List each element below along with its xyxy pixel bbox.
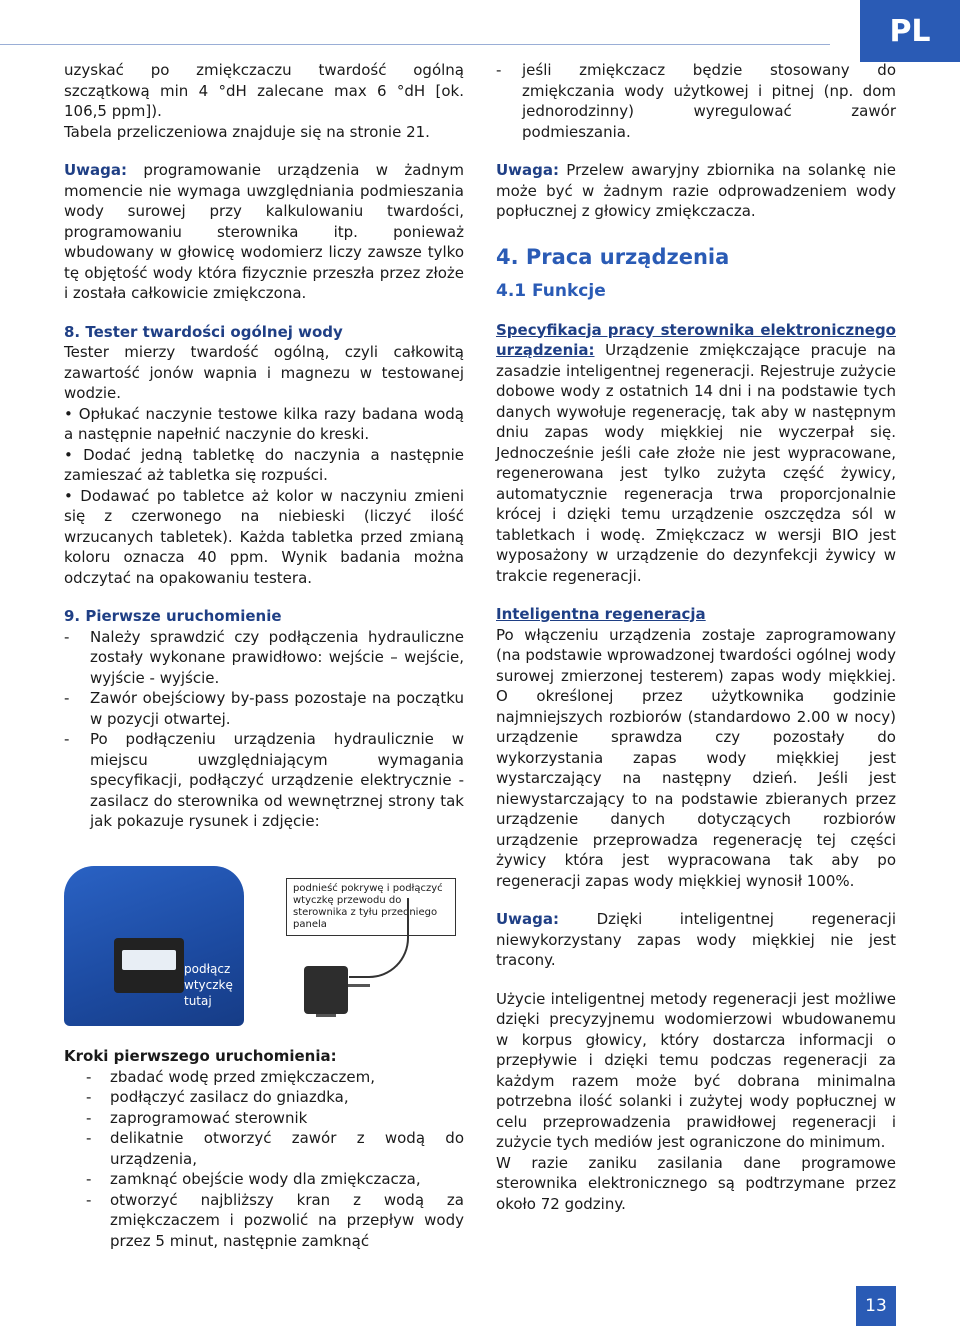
note-label: Uwaga: <box>496 910 560 928</box>
list-item: - otworzyć najbliższy kran z wodą za zmiękczaczem i pozwolić na przepływ wody przez 5 minut, następnie zamknąć <box>64 1190 464 1252</box>
list-item: - Zawór obejściowy by-pass pozostaje na początku w pozycji otwartej. <box>64 688 464 729</box>
continued-list <box>496 60 896 142</box>
paragraph-hardness: uzyskać po zmiękczaczu twardość ogólną szczątkową min 4 °dH zalecane max 6 °dH [ok. 106,5 ppm]). <box>64 61 464 120</box>
steps-title: Kroki pierwszego uruchomienia: <box>64 1047 337 1065</box>
intelligent-regeneration-text: Po włączeniu urządzenia zostaje zaprogramowany (na podstawie wprowadzonej twardości ogólnej wody surowej zmierzonej testerem) zapas wody miękkiej. O określonej przez użytkownika godzinie najmniejszych rozbiorów (standardowo 2.00 w nocy) urządzenie sprawdza czy pozostały do wykorzystania zapas wody miękkiej jest wystarczający na następny dzień. Jeśli jest niewystarczający to na podstawie zbieranych przez urządzenie danych dotyczących rozbiorów urządzenie przeprowadza regenerację tej części żywicy która jest wypracowana tak aby po regeneracji zapas wody miękkiej wynosił 100%. <box>496 625 896 890</box>
steps-list <box>64 1067 464 1252</box>
section-4-title: 4. Praca urządzenia <box>496 244 730 269</box>
controller-display <box>114 938 184 993</box>
intelligent-regeneration-title: Inteligentna regeneracja <box>496 605 706 623</box>
list-item: - Po podłączeniu urządzenia hydraulicznie w miejscu uwzględniającym wymagania specyfikacji, podłączyć urządzenie elektrycznie - zasilacz do sterownika od wewnętrznej strony tak jak pokazuje rysunek i zdjęcie: <box>64 729 464 832</box>
header-rule <box>0 44 830 45</box>
note-label: Uwaga: <box>496 161 560 179</box>
paragraph-table-ref: Tabela przeliczeniowa znajduje się na stronie 21. <box>64 122 430 141</box>
page-number: 13 <box>856 1286 896 1326</box>
note-label: Uwaga: <box>64 161 128 179</box>
section-9-list <box>64 627 464 832</box>
section-8-intro: Tester mierzy twardość ogólną, czyli całkowitą zawartość jonów wapnia i magnezu w testowanej wodzie. <box>64 343 464 402</box>
list-item: - zaprogramować sterownik <box>64 1108 464 1129</box>
section-9-title: 9. Pierwsze uruchomienie <box>64 607 282 625</box>
plug-label: podłącz wtyczkę tutaj <box>184 962 233 1008</box>
paragraph-method: Użycie inteligentnej metody regeneracji jest możliwe dzięki precyzyjnemu wodomierzowi wbudowanemu w korpus głowicy, który dostarcza informacji o przepływie i dzięki temu podczas regeneracji za każdym razem może być dobrana minimalna potrzebna ilość solanki i zużytej wody popłucznej w celu przeprowadzenia prawidłowej regeneracji i zużycie tych mediów jest ograniczone do minimum. <box>496 989 896 1151</box>
controller-spec <box>496 320 896 587</box>
note-programming <box>64 160 464 304</box>
section-8-bullet-3: • Dodawać po tabletce aż kolor w naczyniu zmieni się z czerwonego na niebieski (liczyć ilość wrzucanych tabletek). Każda tabletka przed zmianą koloru oznacza 40 ppm. Wynik badania można odczytać na opakowaniu testera. <box>64 486 464 587</box>
list-item: - zamknąć obejście wody dla zmiękczacza, <box>64 1169 464 1190</box>
note-text: Dzięki inteligentnej regeneracji niewykorzystany zapas wody miękkiej nie jest tracony. <box>496 910 896 969</box>
section-8-title: 8. Tester twardości ogólnej wody <box>64 322 343 341</box>
spec-text: Urządzenie zmiękczające pracuje na zasadzie inteligentnej regeneracji. Rejestruje zużycie dobowe wody z ostatnich 14 dni i na podstawie tych danych wywołuje regenerację, tak aby w następnym dniu zapas wody miękkiej nie wyczerpał się. Jednocześnie jeśli całe złoże nie jest wypracowane, regenerowana jest tylko zużyta część żywicy, automatycznie regeneracja trwa proporcjonalnie krócej i dzięki temu urządzenie oszczędza sól w tabletkach i wodę. Zmiękczacz w wersji BIO jest wyposażony w urządzenie do dezynfekcji żywicy w trakcie regeneracji. <box>496 341 896 585</box>
note-text: Przelew awaryjny zbiornika na solankę nie może być w żadnym razie odprowadzeniem wody popłucznej z głowicy zmiękczacza. <box>496 161 896 220</box>
brand-logo: BWT <box>134 1034 157 1044</box>
section-8-bullet-1: • Opłukać naczynie testowe kilka razy badana wodą a następnie napełnić naczynie do kreski. <box>64 404 464 443</box>
note-text: programowanie urządzenia w żadnym momencie nie wymaga uwzględniania podmieszania wody surowej przy kalkulowaniu twardości, programowaniu sterownika itp. ponieważ wbudowany w głowicę wodomierz liczy zawsze tylko tę objętość wody która fizycznie przeszła przez złoże i została całkowicie zmiękczona. <box>64 161 464 302</box>
connection-figure <box>64 838 464 1044</box>
power-adapter-image <box>304 966 348 1014</box>
note-regeneration <box>496 909 896 971</box>
section-4-1-title: 4.1 Funkcje <box>496 280 606 301</box>
paragraph-power-loss: W razie zaniku zasilania dane programowe sterownika elektronicznego są podtrzymane przez około 72 godziny. <box>496 1153 896 1213</box>
figure-callout: podnieść pokrywę i podłączyć wtyczkę przewodu do sterownika z tyłu przedniego panela <box>286 878 456 936</box>
list-item: - zbadać wodę przed zmiękczaczem, <box>64 1067 464 1088</box>
list-item: - Należy sprawdzić czy podłączenia hydrauliczne zostały wykonane prawidłowo: wejście – wejście, wyjście - wyjście. <box>64 627 464 689</box>
startup-steps <box>64 1046 464 1251</box>
list-item: - podłączyć zasilacz do gniazdka, <box>64 1087 464 1108</box>
right-column <box>496 60 896 1214</box>
note-overflow <box>496 160 896 222</box>
left-column <box>64 60 464 832</box>
list-item: - jeśli zmiękczacz będzie stosowany do zmiękczania wody użytkowej i pitnej (np. dom jednorodzinny) wyregulować zawór podmieszania. <box>496 60 896 142</box>
list-item: - delikatnie otworzyć zawór z wodą do urządzenia, <box>64 1128 464 1169</box>
spec-label: Specyfikacja pracy sterownika elektronicznego urządzenia: <box>496 320 896 359</box>
power-cable <box>349 898 409 978</box>
section-8-bullet-2: • Dodać jedną tabletkę do naczynia a następnie zamieszać aż tabletka się rozpuści. <box>64 445 464 484</box>
language-tab: PL <box>860 0 960 62</box>
softener-controller-image <box>64 866 244 1044</box>
